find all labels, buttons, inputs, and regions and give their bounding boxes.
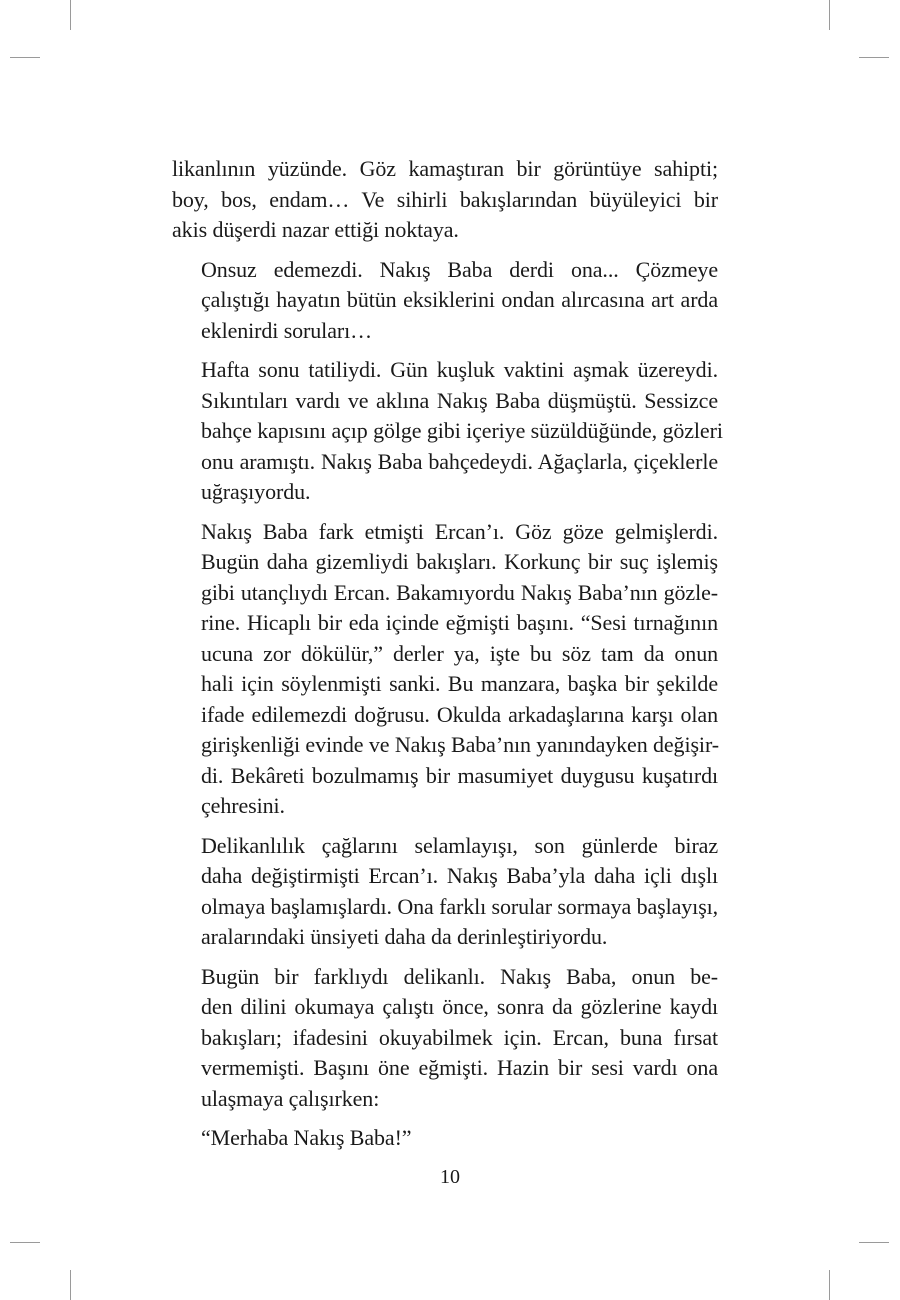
body-text <box>172 154 723 1163</box>
text-line: Bugün daha gizemliydi bakışları. Korkunç bir suç işlemiş <box>201 549 718 574</box>
text-line: likanlının yüzünde. Göz kamaştıran bir görüntüye sahipti; <box>172 156 718 181</box>
text-line: boy, bos, endam… Ve sihirli bakışlarından büyüleyici bir <box>172 186 718 212</box>
text-line: onu aramıştı. Nakış Baba bahçedeydi. Ağaçlarla, çiçeklerle <box>201 448 718 474</box>
text-line: Delikanlılık çağlarını selamlayışı, son günlerde biraz <box>201 832 718 858</box>
crop-mark-right-bottom <box>859 1242 889 1243</box>
text-line: bahçe kapısını açıp gölge gibi içeriye süzüldüğünde, gözleri <box>201 418 723 443</box>
text-line: den dilini okumaya çalıştı önce, sonra da gözlerine kaydı <box>201 994 718 1019</box>
text-line: akis düşerdi nazar ettiği noktaya. <box>172 217 459 242</box>
text-line: vermemişti. Başını öne eğmişti. Hazin bir sesi vardı ona <box>201 1055 718 1080</box>
text-line: di. Bekâreti bozulmamış bir masumiyet duygusu kuşatırdı <box>201 762 718 788</box>
text-line: hali için söylenmişti sanki. Bu manzara, başka bir şekilde <box>201 671 718 696</box>
text-line: aralarındaki ünsiyeti daha da derinleştiriyordu. <box>201 924 608 949</box>
paragraph <box>172 831 718 953</box>
paragraph <box>172 517 718 822</box>
crop-mark-top-left <box>70 0 71 30</box>
text-line: olmaya başlamışlardı. Ona farklı sorular sormaya başlayışı, <box>201 893 719 919</box>
text-line: daha değiştirmişti Ercan’ı. Nakış Baba’yla daha içli dışlı <box>201 863 718 888</box>
crop-mark-left-bottom <box>10 1242 40 1243</box>
page-number: 10 <box>440 1166 460 1188</box>
text-line: uğraşıyordu. <box>201 479 311 504</box>
text-line: girişkenliği evinde ve Nakış Baba’nın yanındayken değişir- <box>201 732 719 757</box>
paragraph <box>172 962 718 1115</box>
paragraph <box>172 255 718 347</box>
text-line: gibi utançlıydı Ercan. Bakamıyordu Nakış Baba’nın gözle- <box>201 579 718 605</box>
text-line: Hafta sonu tatiliydi. Gün kuşluk vaktini aşmak üzereydi. <box>201 357 718 382</box>
paragraph <box>172 154 718 246</box>
text-line: çehresini. <box>201 793 285 818</box>
crop-mark-right-top <box>859 57 889 58</box>
text-line: Sıkıntıları vardı ve aklına Nakış Baba düşmüştü. Sessizce <box>201 387 718 413</box>
crop-mark-top-right <box>829 0 830 30</box>
crop-mark-bottom-right <box>829 1270 830 1300</box>
paragraph <box>172 355 723 508</box>
text-line: rine. Hicaplı bir eda içinde eğmişti başını. “Sesi tırnağının <box>201 610 718 635</box>
text-line: “Merhaba Nakış Baba!” <box>201 1125 412 1150</box>
text-line: Bugün bir farklıydı delikanlı. Nakış Baba, onun be- <box>201 963 718 989</box>
text-line: çalıştığı hayatın bütün eksiklerini ondan alırcasına art arda <box>201 287 718 312</box>
text-line: Onsuz edemezdi. Nakış Baba derdi ona... Çözmeye <box>201 256 718 282</box>
paragraph <box>172 1123 718 1154</box>
text-line: ucuna zor dökülür,” derler ya, işte bu söz tam da onun <box>201 640 718 666</box>
crop-mark-bottom-left <box>70 1270 71 1300</box>
text-line: ulaşmaya çalışırken: <box>201 1085 380 1111</box>
text-line: Nakış Baba fark etmişti Ercan’ı. Göz göze gelmişlerdi. <box>201 518 718 544</box>
text-line: ifade edilemezdi doğrusu. Okulda arkadaşlarına karşı olan <box>201 701 718 727</box>
crop-mark-left-top <box>10 57 40 58</box>
text-line: eklenirdi soruları… <box>201 317 372 343</box>
text-line: bakışları; ifadesini okuyabilmek için. Ercan, buna fırsat <box>201 1024 718 1050</box>
